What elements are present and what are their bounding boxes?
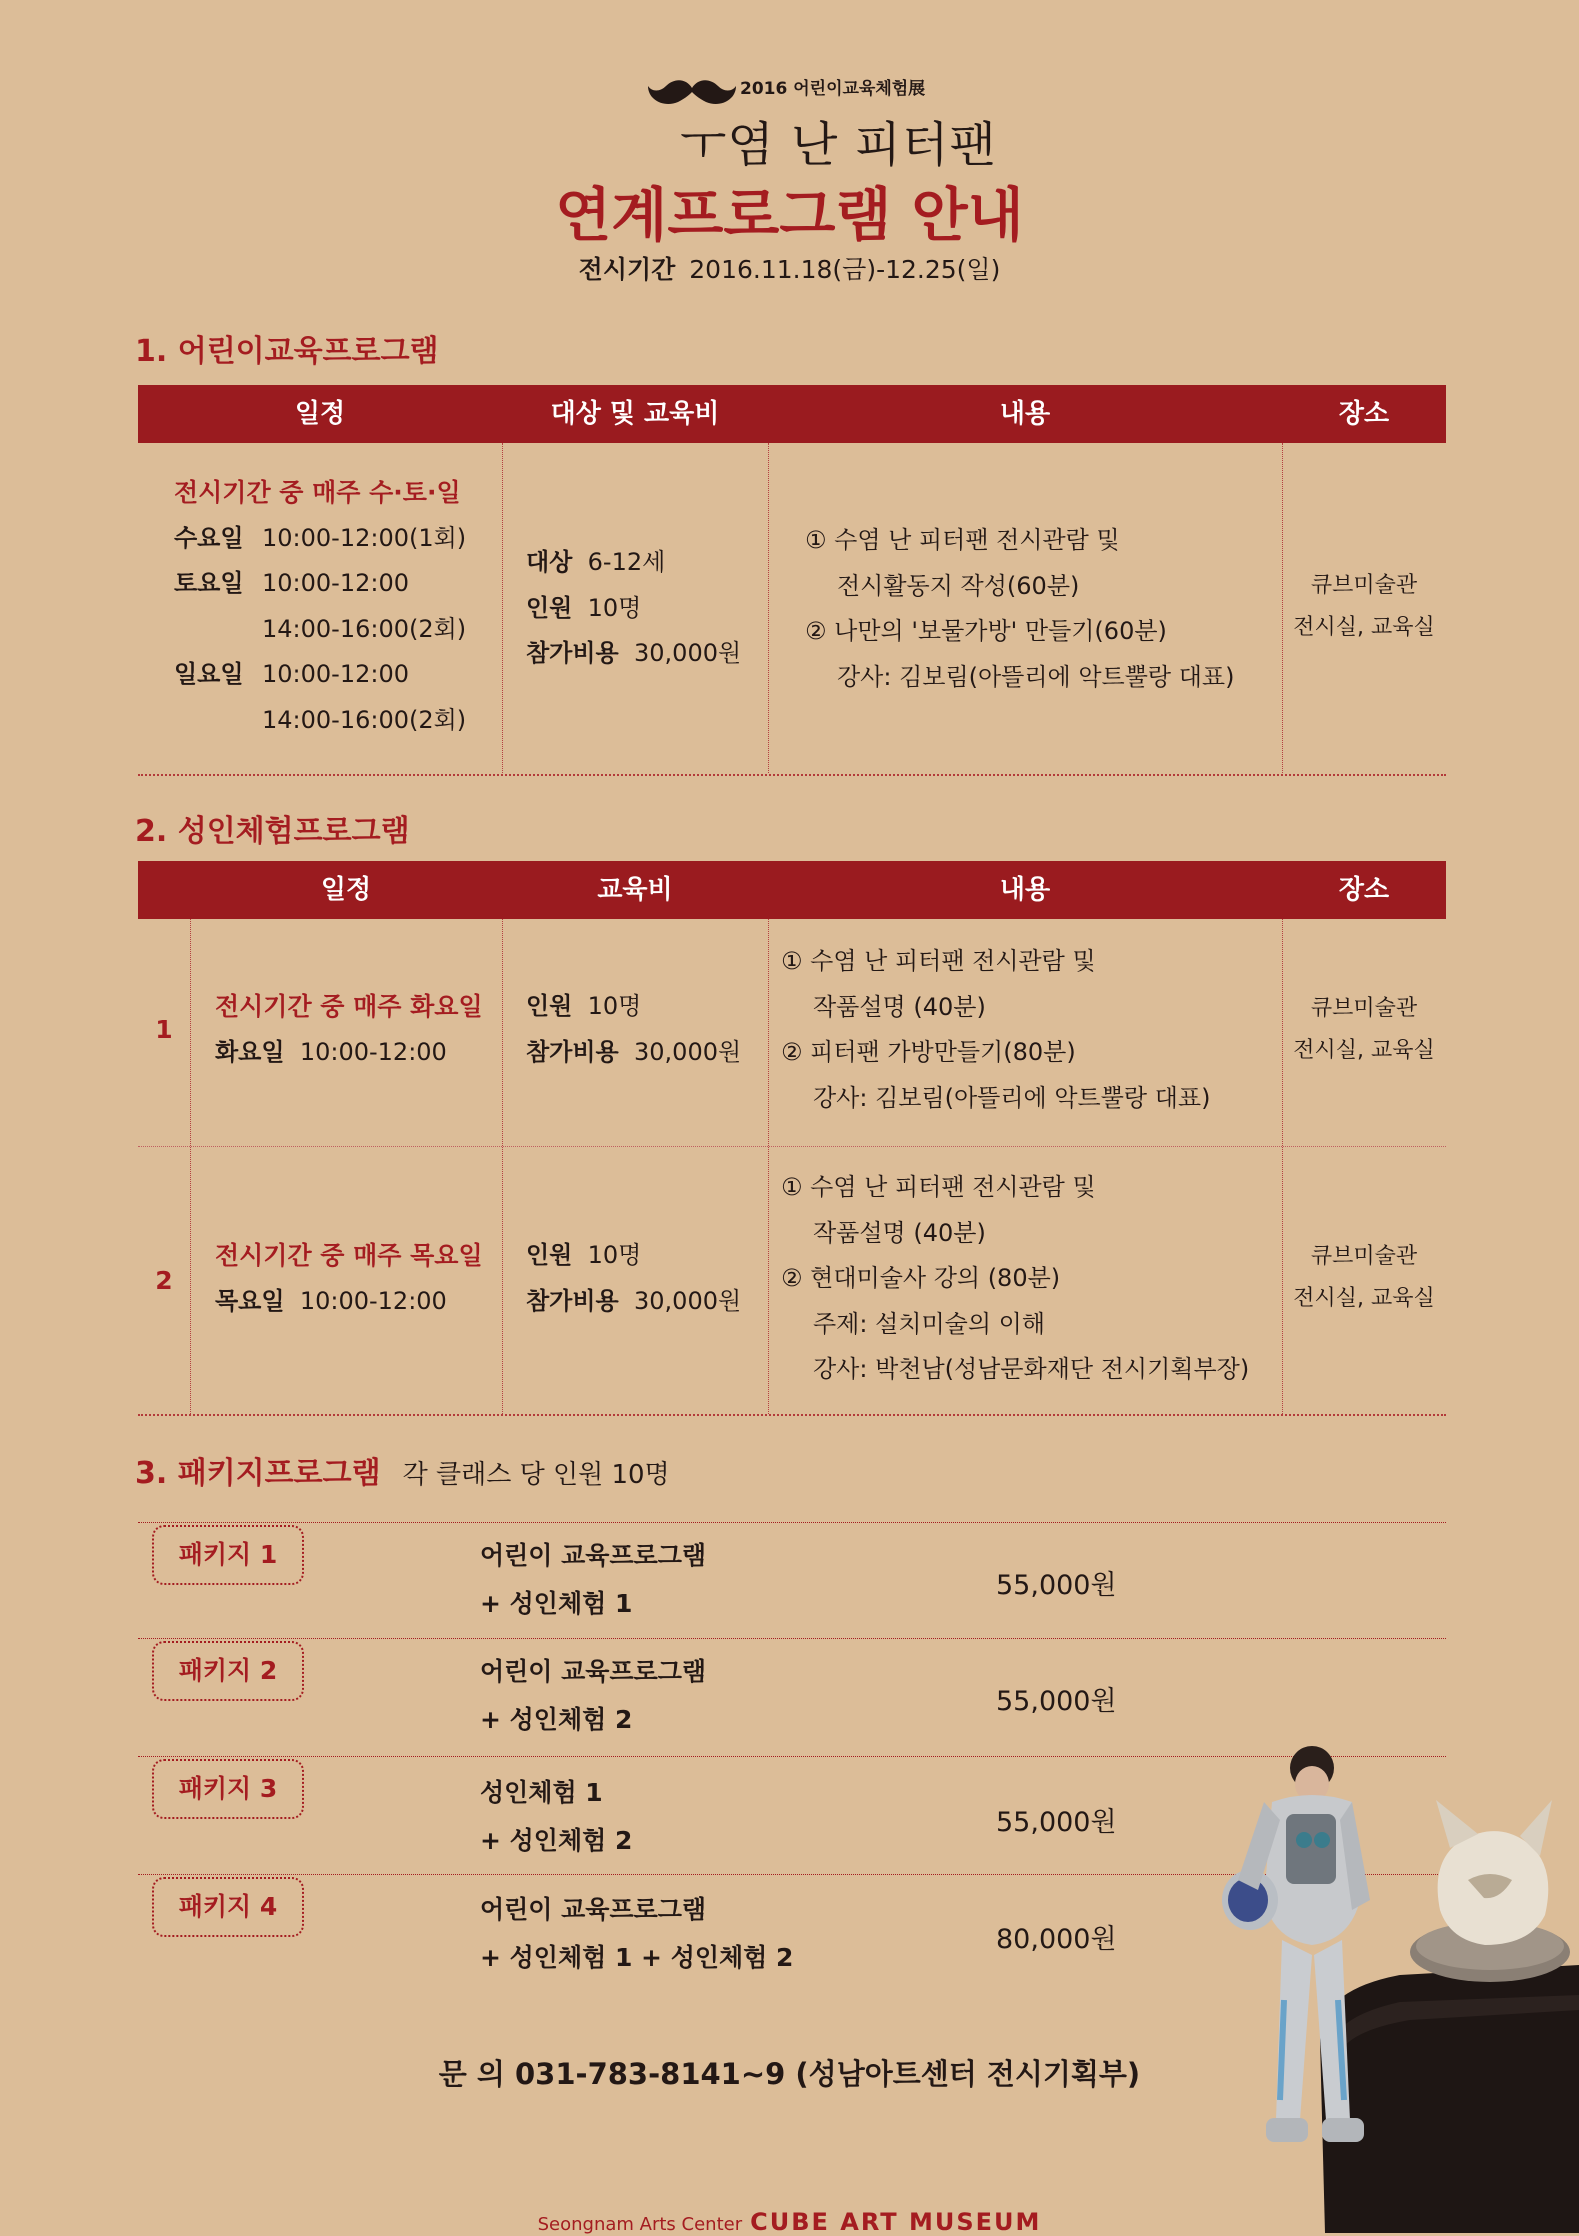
- divider: [138, 774, 1446, 776]
- divider: [138, 1522, 1446, 1523]
- section2-table-header: [138, 861, 1446, 919]
- target-line: 대상 6-12세: [526, 548, 666, 576]
- package-badge: 패키지 4: [152, 1877, 304, 1937]
- footer-brand: CUBE ART MUSEUM: [750, 2208, 1042, 2236]
- s1-content: ① 수염 난 피터팬 전시관람 및 전시활동지 작성(60분) ② 나만의 '보물가방' 만들기(60분) 강사: 김보림(아뜰리에 악트뿔랑 대표): [805, 526, 1235, 691]
- s2-row-number: 2: [155, 1266, 173, 1295]
- target-line: 인원 10명: [526, 593, 642, 622]
- divider: [768, 919, 769, 1414]
- s1-schedule: [174, 470, 466, 744]
- col-header-target: 대상 및 교육비: [550, 399, 720, 429]
- footer-org: Seongnam Arts Center: [537, 2214, 743, 2235]
- exhibition-title: ㅜ염 난 피터팬: [680, 117, 997, 173]
- schedule-line: 14:00-16:00(2회): [262, 705, 467, 734]
- schedule-line: 토요일 10:00-12:00: [174, 569, 409, 598]
- exhibition-logo: [640, 70, 997, 173]
- package-desc: 성인체험 1 + 성인체험 2: [480, 1778, 633, 1855]
- target-line: 참가비용 30,000원: [526, 639, 742, 668]
- divider: [502, 919, 503, 1414]
- col-header-schedule: 일정: [320, 875, 372, 905]
- contact-info: 문 의 031-783-8141~9 (성남아트센터 전시기획부): [438, 2057, 1141, 2091]
- schedule-line: 14:00-16:00(2회): [262, 614, 467, 643]
- schedule-line: 수요일 10:00-12:00(1회): [174, 523, 467, 552]
- col-header-content: 내용: [999, 399, 1051, 429]
- col-header-content: 내용: [999, 875, 1051, 905]
- col-header-fee: 교육비: [597, 875, 673, 905]
- package-price: 55,000원: [996, 1570, 1117, 1601]
- col-header-place: 장소: [1338, 875, 1390, 905]
- divider: [138, 1638, 1446, 1639]
- section3-note: 각 클래스 당 인원 10명: [402, 1460, 670, 1490]
- exhibition-period: [0, 250, 1579, 286]
- schedule-line: 일요일 10:00-12:00: [174, 660, 409, 689]
- period-value: 2016.11.18(금)-12.25(일): [689, 255, 1001, 284]
- package-badge: 패키지 1: [152, 1525, 304, 1585]
- package-desc: 어린이 교육프로그램 + 성인체험 1: [480, 1541, 707, 1618]
- s2-row1-place: 큐브미술관 전시실, 교육실: [1293, 996, 1435, 1063]
- col-header-place: 장소: [1338, 399, 1390, 429]
- s2-row1-fee: 인원 10명 참가비용 30,000원: [526, 992, 742, 1066]
- package-price: 80,000원: [996, 1924, 1117, 1955]
- divider: [190, 919, 191, 1414]
- mustache-icon: [646, 76, 738, 110]
- package-desc: 어린이 교육프로그램 + 성인체험 1 + 성인체험 2: [480, 1895, 794, 1972]
- s2-row2-content: ① 수염 난 피터팬 전시관람 및 작품설명 (40분) ② 현대미술사 강의 (80분) 주제: 설치미술의 이해 강사: 박천남(성남문화재단 전시기획부장): [781, 1173, 1250, 1384]
- s2-row1-content: ① 수염 난 피터팬 전시관람 및 작품설명 (40분) ② 피터팬 가방만들기(80분) 강사: 김보림(아뜰리에 악트뿔랑 대표): [781, 947, 1211, 1112]
- package-price: 55,000원: [996, 1807, 1117, 1838]
- package-price: 55,000원: [996, 1686, 1117, 1717]
- divider: [138, 1146, 1446, 1147]
- package-badge: 패키지 3: [152, 1759, 304, 1819]
- s1-target: [526, 540, 741, 677]
- s2-row1-schedule: 전시기간 중 매주 화요일 화요일 10:00-12:00: [215, 992, 483, 1066]
- divider: [502, 443, 503, 773]
- s2-row2-schedule: 전시기간 중 매주 목요일 목요일 10:00-12:00: [215, 1241, 483, 1315]
- package-badge: 패키지 2: [152, 1641, 304, 1701]
- section1-table-header: [138, 385, 1446, 443]
- s2-row2-fee: 인원 10명 참가비용 30,000원: [526, 1241, 742, 1315]
- section1-title: 1. 어린이교육프로그램: [135, 334, 439, 369]
- page-title: 연계프로그램 안내: [555, 181, 1024, 249]
- s1-schedule-title: 전시기간 중 매주 수·토·일: [174, 478, 461, 507]
- footer: [0, 2208, 1579, 2236]
- section2-title: 2. 성인체험프로그램: [135, 814, 410, 849]
- s1-place: 큐브미술관 전시실, 교육실: [1293, 573, 1435, 640]
- col-header-schedule: 일정: [294, 399, 346, 429]
- s2-row-number: 1: [155, 1015, 173, 1044]
- exhibition-subtitle: 2016 어린이교육체험展: [740, 79, 926, 99]
- figurine-illustration: [1200, 1740, 1579, 2233]
- divider: [138, 1414, 1446, 1416]
- package-desc: 어린이 교육프로그램 + 성인체험 2: [480, 1657, 707, 1734]
- s2-row2-place: 큐브미술관 전시실, 교육실: [1293, 1244, 1435, 1311]
- section3-title: 3. 패키지프로그램 각 클래스 당 인원 10명: [135, 1456, 670, 1491]
- period-label: 전시기간: [578, 255, 676, 284]
- divider: [768, 443, 769, 773]
